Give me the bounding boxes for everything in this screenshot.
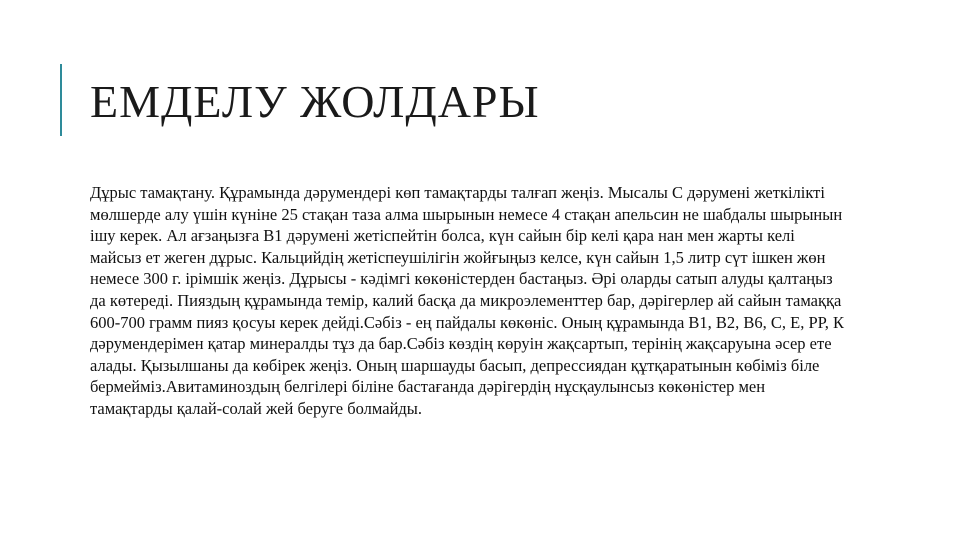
title-accent-bar — [60, 64, 62, 136]
slide-body-text: Дұрыс тамақтану. Құрамында дәрумендері көп тамақтарды талғап жеңіз. Мысалы С дәрумені жеткілікті мөлшерде алу үшін күніне 25 стақан таза алма шырынын немесе 4 стақан апельсин не шабдалы шырынын ішу керек. Ал ағзаңызға В1 дәрумені жетіспейтін болса, күн сайын бір келі қара нан мен жарты келі майсыз ет жеген дұрыс. Кальцийдің жетіспеушілігін жойғыңыз келсе, күн сайын 1,5 литр сүт ішкен жөн немесе 300 г. ірімшік жеңіз. Дұрысы - кәдімгі көкөністерден бастаңыз. Әрі оларды сатып алуды қалтаңыз да көтереді. Пияздың құрамында темір, калий басқа да микроэлементтер бар, дәрігерлер ай сайын тамаққа 600-700 грамм пияз қосуы керек дейді.Сәбіз - ең пайдалы көкөніс. Оның құрамында В1, В2, В6, С, Е, РР, К дәрумендерімен қатар минералды тұз да бар.Сәбіз көздің көруін жақсартып, терінің жақсаруына әсер ете алады. Қызылшаны да көбірек жеңіз. Оның шаршауды басып, депрессиядан құтқаратынын көбіміз біле бермейміз.Авитаминоздың белгілері біліне бастағанда дәрігердің нұсқаулынсыз көкөністер мен тамақтарды қалай-солай жей беруге болмайды. — [90, 183, 845, 418]
slide-title: ЕМДЕЛУ ЖОЛДАРЫ — [90, 76, 540, 127]
